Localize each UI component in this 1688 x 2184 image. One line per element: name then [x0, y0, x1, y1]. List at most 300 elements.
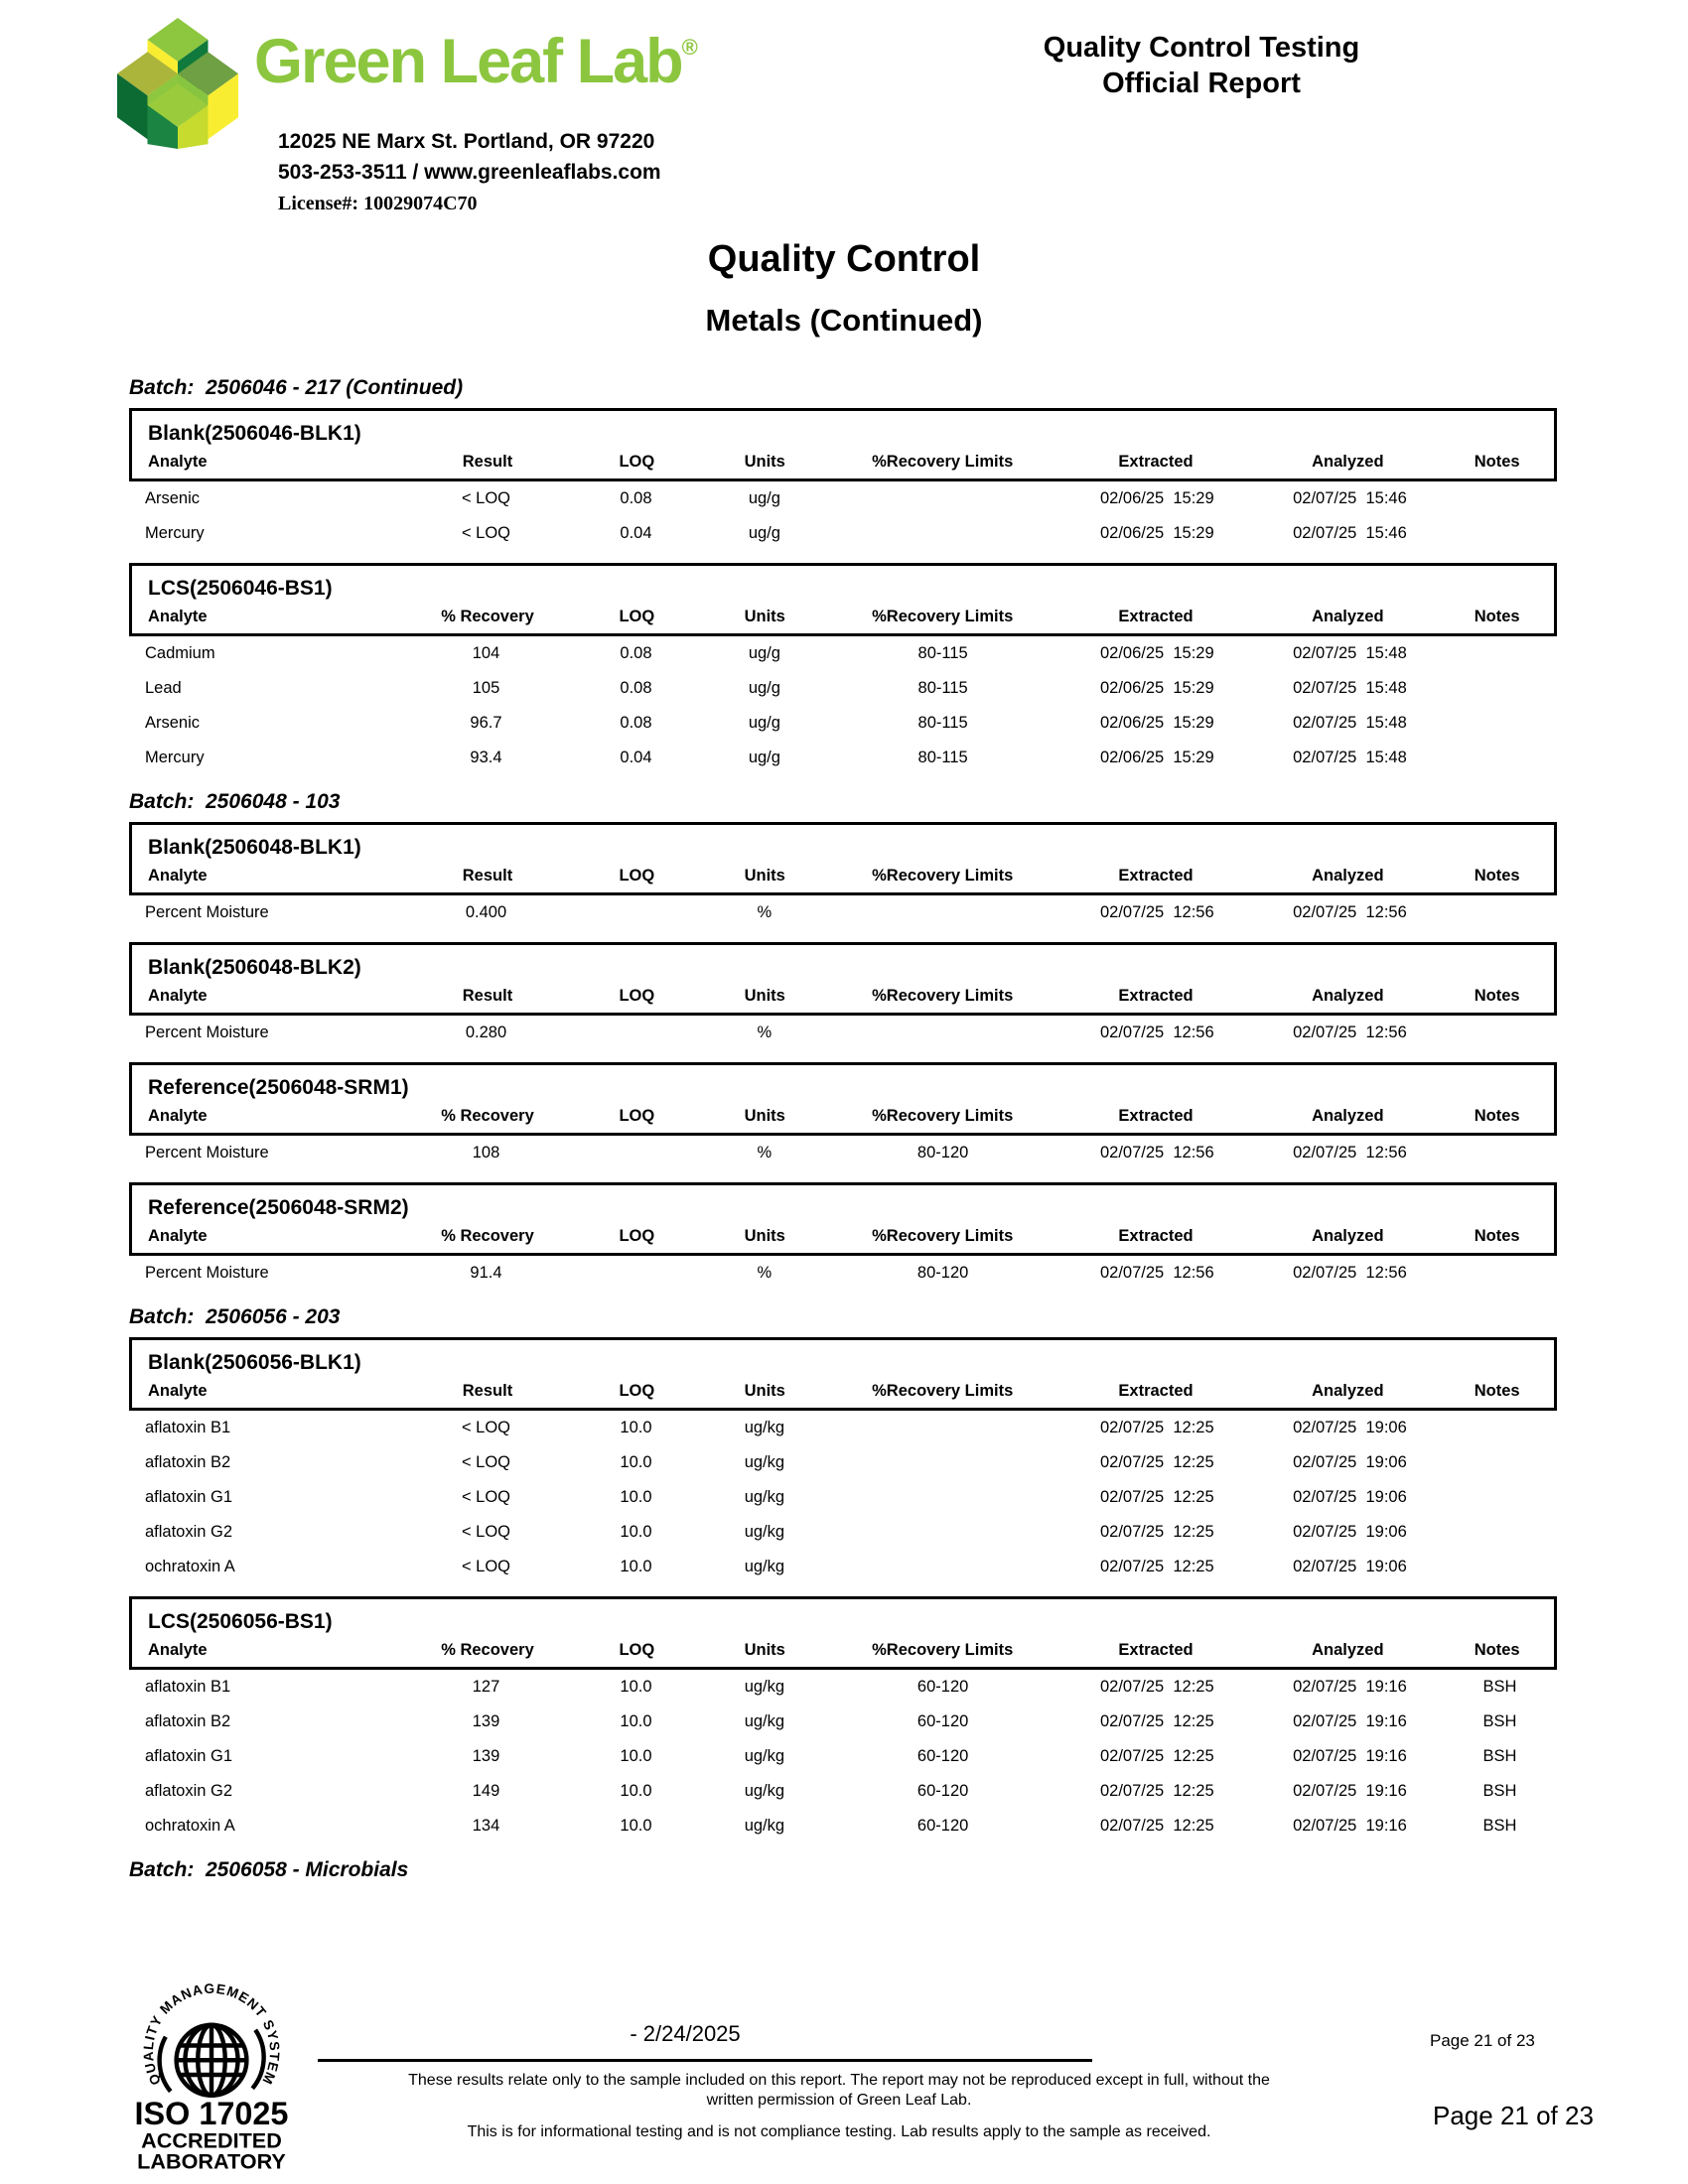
qc-cell: 02/07/25 19:16 — [1293, 1712, 1407, 1730]
qc-header-cell: LOQ — [619, 1641, 655, 1659]
qc-cell: 139 — [472, 1712, 500, 1730]
qc-cell — [1443, 706, 1557, 741]
qc-cell: 02/07/25 15:46 — [1293, 524, 1407, 542]
qc-cell: 02/06/25 15:29 — [1099, 644, 1214, 662]
qc-cell: 02/07/25 12:56 — [1099, 1024, 1214, 1041]
qc-cell — [1443, 1411, 1557, 1445]
qc-data-row — [129, 1016, 1557, 1050]
qc-cell — [1443, 1016, 1557, 1050]
qc-cell: 02/07/25 12:56 — [1099, 903, 1214, 921]
qc-cell: 127 — [472, 1678, 500, 1696]
qc-cell — [829, 1445, 1057, 1480]
qc-cell: 10.0 — [620, 1782, 652, 1800]
qc-cell — [1443, 1136, 1557, 1170]
qc-cell: 134 — [472, 1817, 500, 1835]
qc-cell: 02/07/25 19:16 — [1293, 1817, 1407, 1835]
qc-cell: aflatoxin B1 — [145, 1678, 231, 1696]
qc-cell: 02/07/25 12:56 — [1099, 1264, 1214, 1282]
qc-cell: aflatoxin G1 — [145, 1747, 233, 1765]
qc-cell: 02/06/25 15:29 — [1099, 489, 1214, 507]
disclaimer-line-3: This is for informational testing and is not compliance testing. Lab results apply to the sample as received. — [467, 2123, 1211, 2140]
qc-data-rows — [129, 1256, 1557, 1291]
qc-data-row — [129, 636, 1557, 671]
qc-cell: BSH — [1482, 1817, 1517, 1835]
qc-cell — [829, 1515, 1057, 1550]
qc-header-cell: Units — [744, 1107, 785, 1125]
qc-cell: 02/07/25 19:16 — [1293, 1782, 1407, 1800]
qc-data-rows — [129, 636, 1557, 775]
qc-header-cell: Extracted — [1118, 867, 1194, 885]
qc-cell: 0.280 — [465, 1024, 507, 1041]
qc-cell: Mercury — [145, 749, 205, 766]
qc-header-cell: Result — [462, 453, 513, 471]
qc-header-cell: LOQ — [619, 1227, 655, 1245]
qc-cell: 0.04 — [620, 749, 652, 766]
qc-cell — [1443, 1515, 1557, 1550]
iso-line3: LABORATORY — [137, 2148, 286, 2172]
qc-cell: 02/07/25 12:25 — [1099, 1523, 1214, 1541]
qc-cell: 0.08 — [620, 489, 652, 507]
qc-cell: % — [757, 903, 773, 921]
qc-table-box — [129, 1337, 1557, 1411]
qc-cell — [1443, 895, 1557, 930]
qc-header-row — [132, 1378, 1554, 1408]
qc-table-box — [129, 1596, 1557, 1670]
qc-header-cell: Units — [744, 1382, 785, 1400]
qc-cell: 0.08 — [620, 679, 652, 697]
qc-table-title: Blank(2506056-BLK1) — [148, 1351, 361, 1374]
qc-header-cell: %Recovery Limits — [872, 453, 1014, 471]
qc-cell: ug/kg — [744, 1558, 785, 1575]
qc-cell: 80-115 — [917, 714, 968, 732]
registered-mark: ® — [681, 35, 698, 60]
qc-cell: BSH — [1482, 1678, 1517, 1696]
qc-header-row — [132, 449, 1554, 478]
qc-cell: 02/07/25 19:06 — [1293, 1558, 1407, 1575]
qc-cell: BSH — [1482, 1747, 1517, 1765]
qc-cell: 02/06/25 15:29 — [1099, 749, 1214, 766]
qc-header-cell: Extracted — [1118, 987, 1194, 1005]
qc-header-cell: Result — [462, 867, 513, 885]
page-indicator-small: Page 21 of 23 — [1430, 2031, 1535, 2050]
qc-header-cell: Analyte — [148, 867, 208, 885]
qc-header-row — [132, 1103, 1554, 1133]
qc-cell: 10.0 — [620, 1712, 652, 1730]
qc-header-cell: Analyte — [148, 608, 208, 625]
qc-cell: Arsenic — [145, 489, 201, 507]
qc-cell: 139 — [472, 1747, 500, 1765]
qc-cell — [1443, 1480, 1557, 1515]
iso-line2: ACCREDITED — [141, 2127, 282, 2153]
qc-cell — [1443, 1445, 1557, 1480]
qc-data-rows — [129, 895, 1557, 930]
qc-cell — [829, 481, 1057, 516]
qc-data-row — [129, 1445, 1557, 1480]
qc-data-row — [129, 1256, 1557, 1291]
qc-data-row — [129, 671, 1557, 706]
qc-header-cell: %Recovery Limits — [872, 867, 1014, 885]
qc-header-cell: % Recovery — [441, 1227, 534, 1245]
qc-header-cell: %Recovery Limits — [872, 987, 1014, 1005]
qc-cell: 10.0 — [620, 1678, 652, 1696]
qc-cell: < LOQ — [461, 1419, 511, 1436]
qc-cell — [1443, 1256, 1557, 1291]
qc-cell: 80-115 — [917, 644, 968, 662]
qc-cell: 02/07/25 12:25 — [1099, 1453, 1214, 1471]
qc-cell — [829, 1411, 1057, 1445]
qc-cell: 10.0 — [620, 1419, 652, 1436]
qc-cell: 149 — [472, 1782, 500, 1800]
qc-data-row — [129, 741, 1557, 775]
qc-data-row — [129, 1670, 1557, 1705]
qc-header-cell: Units — [744, 1227, 785, 1245]
qc-cell: 02/07/25 19:16 — [1293, 1747, 1407, 1765]
qc-cell: Arsenic — [145, 714, 201, 732]
qc-header-cell: %Recovery Limits — [872, 1227, 1014, 1245]
qc-table-title: Blank(2506048-BLK2) — [148, 956, 361, 979]
qc-cell: ug/kg — [744, 1712, 785, 1730]
qc-cell: 02/07/25 12:56 — [1293, 1264, 1407, 1282]
qc-cell: ug/kg — [744, 1782, 785, 1800]
qc-cell: 02/07/25 15:48 — [1293, 679, 1407, 697]
batch-heading: Batch: 2506048 - 103 — [129, 790, 341, 813]
brand-text — [254, 26, 698, 97]
qc-cell: 10.0 — [620, 1558, 652, 1575]
qc-cell: 10.0 — [620, 1747, 652, 1765]
qc-data-rows — [129, 1411, 1557, 1584]
qc-data-row — [129, 895, 1557, 930]
qc-header-cell: LOQ — [619, 867, 655, 885]
qc-cell: aflatoxin G2 — [145, 1782, 233, 1800]
qc-cell: aflatoxin B2 — [145, 1712, 231, 1730]
qc-cell: ug/kg — [744, 1747, 785, 1765]
page-title: Quality Control — [707, 238, 981, 280]
qc-data-row — [129, 1739, 1557, 1774]
qc-table-title: LCS(2506046-BS1) — [148, 577, 333, 600]
qc-cell: aflatoxin B2 — [145, 1453, 231, 1471]
qc-header-cell: Extracted — [1118, 1641, 1194, 1659]
qc-cell — [572, 1256, 700, 1291]
qc-cell — [1443, 636, 1557, 671]
qc-header-cell: Notes — [1474, 1382, 1520, 1400]
qc-cell — [1443, 1550, 1557, 1584]
report-body — [129, 375, 1557, 1890]
qc-data-row — [129, 1705, 1557, 1739]
qc-header-cell: Analyzed — [1312, 867, 1384, 885]
qc-cell: 10.0 — [620, 1453, 652, 1471]
page-subtitle: Metals (Continued) — [705, 303, 983, 338]
qc-cell: 02/07/25 12:25 — [1099, 1678, 1214, 1696]
qc-header-cell: Notes — [1474, 867, 1520, 885]
qc-cell: 108 — [472, 1144, 500, 1161]
qc-cell: 105 — [472, 679, 500, 697]
qc-data-rows — [129, 481, 1557, 551]
qc-header-cell: Extracted — [1118, 1107, 1194, 1125]
qc-cell: ug/kg — [744, 1678, 785, 1696]
qc-cell: BSH — [1482, 1782, 1517, 1800]
qc-cell: 93.4 — [470, 749, 502, 766]
qc-cell — [829, 1016, 1057, 1050]
qc-header-cell: Result — [462, 987, 513, 1005]
globe-icon — [160, 2025, 264, 2096]
brand-name: Green Leaf Lab — [254, 27, 682, 96]
qc-header-cell: Analyzed — [1312, 453, 1384, 471]
qc-cell: 0.04 — [620, 524, 652, 542]
qc-header-cell: Result — [462, 1382, 513, 1400]
qc-header-cell: Extracted — [1118, 1227, 1194, 1245]
qc-cell: ug/g — [748, 644, 780, 662]
qc-header-cell: %Recovery Limits — [872, 608, 1014, 625]
page-indicator-large: Page 21 of 23 — [1433, 2101, 1594, 2130]
qc-table-title: Reference(2506048-SRM2) — [148, 1196, 409, 1219]
qc-header-cell: Units — [744, 453, 785, 471]
license-line: License#: 10029074C70 — [278, 193, 478, 214]
qc-cell: Mercury — [145, 524, 205, 542]
qc-cell: < LOQ — [461, 1523, 511, 1541]
qc-cell: 02/07/25 12:25 — [1099, 1747, 1214, 1765]
batch-heading: Batch: 2506046 - 217 (Continued) — [129, 376, 464, 399]
signature-date: - 2/24/2025 — [630, 2021, 741, 2046]
qc-cell: 02/07/25 12:25 — [1099, 1712, 1214, 1730]
qc-table-box — [129, 563, 1557, 636]
qc-cell: 80-120 — [916, 1264, 969, 1282]
qc-cell: Percent Moisture — [145, 1024, 269, 1041]
qc-header-cell: Notes — [1474, 1641, 1520, 1659]
qc-cell: ochratoxin A — [145, 1817, 235, 1835]
qc-cell: ug/kg — [744, 1817, 785, 1835]
qc-cell — [572, 895, 700, 930]
qc-cell: 10.0 — [620, 1523, 652, 1541]
qc-cell: < LOQ — [461, 1453, 511, 1471]
qc-data-row — [129, 1550, 1557, 1584]
qc-header-cell: Analyte — [148, 1382, 208, 1400]
qc-header-cell: Notes — [1474, 608, 1520, 625]
qc-cell: 02/07/25 19:06 — [1293, 1453, 1407, 1471]
qc-cell: ug/kg — [744, 1453, 785, 1471]
qc-data-row — [129, 1774, 1557, 1809]
qc-cell: 0.400 — [465, 903, 507, 921]
qc-cell: 02/07/25 12:25 — [1099, 1419, 1214, 1436]
qc-cell: 02/07/25 12:25 — [1099, 1782, 1214, 1800]
qc-header-cell: Units — [744, 608, 785, 625]
qc-cell: ug/kg — [744, 1419, 785, 1436]
qc-cell: 02/07/25 15:46 — [1293, 489, 1407, 507]
qc-cell: < LOQ — [461, 1558, 511, 1575]
qc-header-cell: Analyte — [148, 1641, 208, 1659]
qc-header-cell: Notes — [1474, 987, 1520, 1005]
qc-cell — [829, 516, 1057, 551]
qc-cell: < LOQ — [461, 1488, 511, 1506]
qc-table-box — [129, 822, 1557, 895]
qc-header-cell: Units — [744, 867, 785, 885]
qc-cell: 0.08 — [620, 714, 652, 732]
qc-cell: Percent Moisture — [145, 1144, 269, 1161]
qc-header-row — [132, 863, 1554, 892]
qc-cell: ug/kg — [744, 1523, 785, 1541]
qc-header-row — [132, 1223, 1554, 1253]
qc-cell: ug/g — [748, 679, 780, 697]
qc-header-cell: %Recovery Limits — [872, 1382, 1014, 1400]
qc-cell: 60-120 — [916, 1678, 969, 1696]
qc-header-cell: Analyzed — [1312, 987, 1384, 1005]
iso-17025-badge — [99, 1976, 324, 2172]
qc-header-cell: Analyte — [148, 987, 208, 1005]
qc-cell: 02/07/25 19:06 — [1293, 1488, 1407, 1506]
qc-cell: 02/07/25 19:16 — [1293, 1678, 1407, 1696]
qc-table-box — [129, 1182, 1557, 1256]
qc-table-box — [129, 942, 1557, 1016]
qc-cell: 02/07/25 15:48 — [1293, 749, 1407, 766]
disclaimer-line-2: written permission of Green Leaf Lab. — [706, 2092, 972, 2109]
qc-cell — [572, 1016, 700, 1050]
qc-table-box — [129, 408, 1557, 481]
qc-header-cell: LOQ — [619, 453, 655, 471]
qc-header-cell: % Recovery — [441, 1107, 534, 1125]
qc-cell: ug/g — [748, 749, 780, 766]
qc-cell — [829, 1480, 1057, 1515]
qc-cell — [572, 1136, 700, 1170]
qc-data-rows — [129, 1136, 1557, 1170]
iso-line1: ISO 17025 — [134, 2096, 289, 2132]
qc-table-title: Reference(2506048-SRM1) — [148, 1076, 409, 1099]
phone-web-line: 503-253-3511 / www.greenleaflabs.com — [278, 161, 661, 184]
qc-data-row — [129, 1136, 1557, 1170]
qc-header-cell: Units — [744, 987, 785, 1005]
qc-cell: 02/06/25 15:29 — [1099, 524, 1214, 542]
qc-cell: ug/g — [748, 714, 780, 732]
qc-header-cell: LOQ — [619, 608, 655, 625]
qc-table-title: Blank(2506048-BLK1) — [148, 836, 361, 859]
report-type-line1: Quality Control Testing — [1043, 32, 1360, 64]
qc-header-cell: Analyzed — [1312, 1227, 1384, 1245]
report-type-line2: Official Report — [1102, 68, 1301, 99]
qc-cell: Percent Moisture — [145, 1264, 269, 1282]
batch-heading: Batch: 2506056 - 203 — [129, 1305, 341, 1328]
qc-cell: ug/kg — [744, 1488, 785, 1506]
disclaimer-line-1: These results relate only to the sample included on this report. The report may not be reproduced except in full, without the — [408, 2072, 1270, 2089]
qc-cell: aflatoxin G2 — [145, 1523, 233, 1541]
qc-header-cell: %Recovery Limits — [872, 1107, 1014, 1125]
qc-cell: 02/07/25 12:56 — [1293, 903, 1407, 921]
qc-data-row — [129, 1480, 1557, 1515]
qc-cell: 02/07/25 12:56 — [1099, 1144, 1214, 1161]
qc-cell: % — [757, 1264, 773, 1282]
qc-header-row — [132, 1637, 1554, 1667]
qc-cell: ochratoxin A — [145, 1558, 235, 1575]
qc-cell: 02/07/25 12:56 — [1293, 1024, 1407, 1041]
iso-arc-text: QUALITY MANAGEMENT SYSTEM — [140, 1980, 283, 2088]
qc-cell: ug/g — [748, 489, 780, 507]
qc-cell — [829, 895, 1057, 930]
qc-header-cell: % Recovery — [441, 1641, 534, 1659]
qc-cell: 60-120 — [916, 1782, 969, 1800]
qc-header-row — [132, 983, 1554, 1013]
qc-header-cell: Units — [744, 1641, 785, 1659]
qc-cell: aflatoxin B1 — [145, 1419, 231, 1436]
qc-header-cell: LOQ — [619, 1382, 655, 1400]
qc-cell: 60-120 — [916, 1817, 969, 1835]
qc-header-cell: Analyzed — [1312, 1107, 1384, 1125]
qc-cell: ug/g — [748, 524, 780, 542]
batch-heading: Batch: 2506058 - Microbials — [129, 1858, 409, 1881]
disclaimer-block — [298, 2071, 1380, 2142]
qc-cell: 02/07/25 12:56 — [1293, 1144, 1407, 1161]
qc-header-cell: Extracted — [1118, 453, 1194, 471]
address-line: 12025 NE Marx St. Portland, OR 97220 — [278, 130, 655, 153]
qc-cell — [829, 1550, 1057, 1584]
qc-data-row — [129, 481, 1557, 516]
qc-header-cell: Extracted — [1118, 1382, 1194, 1400]
qc-cell — [1443, 741, 1557, 775]
qc-cell: 60-120 — [916, 1747, 969, 1765]
qc-table-title: LCS(2506056-BS1) — [148, 1610, 333, 1633]
qc-data-row — [129, 516, 1557, 551]
qc-cell: Cadmium — [145, 644, 215, 662]
qc-cell: 10.0 — [620, 1817, 652, 1835]
qc-header-cell: Notes — [1474, 1227, 1520, 1245]
qc-cell: 02/06/25 15:29 — [1099, 714, 1214, 732]
qc-cell: 02/07/25 19:06 — [1293, 1523, 1407, 1541]
qc-header-cell: Analyzed — [1312, 608, 1384, 625]
qc-cell: 96.7 — [470, 714, 502, 732]
qc-cell: 10.0 — [620, 1488, 652, 1506]
qc-cell: % — [757, 1144, 773, 1161]
qc-cell: BSH — [1482, 1712, 1517, 1730]
qc-cell: 104 — [472, 644, 500, 662]
qc-cell: 02/07/25 12:25 — [1099, 1488, 1214, 1506]
qc-cell: < LOQ — [461, 489, 511, 507]
qc-cell — [1443, 481, 1557, 516]
qc-cell: 80-120 — [916, 1144, 969, 1161]
qc-table-title: Blank(2506046-BLK1) — [148, 422, 361, 445]
qc-header-cell: LOQ — [619, 987, 655, 1005]
qc-cell: Percent Moisture — [145, 903, 269, 921]
qc-cell: 91.4 — [470, 1264, 502, 1282]
qc-header-cell: Analyte — [148, 453, 208, 471]
qc-header-cell: Notes — [1474, 453, 1520, 471]
qc-data-row — [129, 1809, 1557, 1843]
qc-cell — [1443, 516, 1557, 551]
qc-data-rows — [129, 1016, 1557, 1050]
qc-table-box — [129, 1062, 1557, 1136]
qc-header-cell: LOQ — [619, 1107, 655, 1125]
qc-header-cell: Notes — [1474, 1107, 1520, 1125]
qc-cell: Lead — [145, 679, 182, 697]
qc-cell: 60-120 — [916, 1712, 969, 1730]
qc-cell: 02/07/25 15:48 — [1293, 714, 1407, 732]
qc-data-row — [129, 706, 1557, 741]
qc-cell: 02/07/25 19:06 — [1293, 1419, 1407, 1436]
qc-header-cell: Analyzed — [1312, 1382, 1384, 1400]
signature-line — [318, 2059, 1092, 2062]
qc-data-rows — [129, 1670, 1557, 1843]
qc-cell: < LOQ — [461, 524, 511, 542]
qc-header-cell: Analyte — [148, 1107, 208, 1125]
qc-cell: 80-115 — [917, 749, 968, 766]
qc-header-cell: %Recovery Limits — [872, 1641, 1014, 1659]
report-type-title — [953, 30, 1450, 101]
qc-header-cell: % Recovery — [441, 608, 534, 625]
qc-cell: 80-115 — [917, 679, 968, 697]
qc-cell — [1443, 671, 1557, 706]
qc-cell: 02/06/25 15:29 — [1099, 679, 1214, 697]
qc-data-row — [129, 1515, 1557, 1550]
qc-cell: aflatoxin G1 — [145, 1488, 233, 1506]
greenleaf-cubes-logo-icon — [117, 18, 238, 149]
qc-cell: 02/07/25 12:25 — [1099, 1558, 1214, 1575]
qc-header-cell: Analyte — [148, 1227, 208, 1245]
qc-header-row — [132, 604, 1554, 633]
